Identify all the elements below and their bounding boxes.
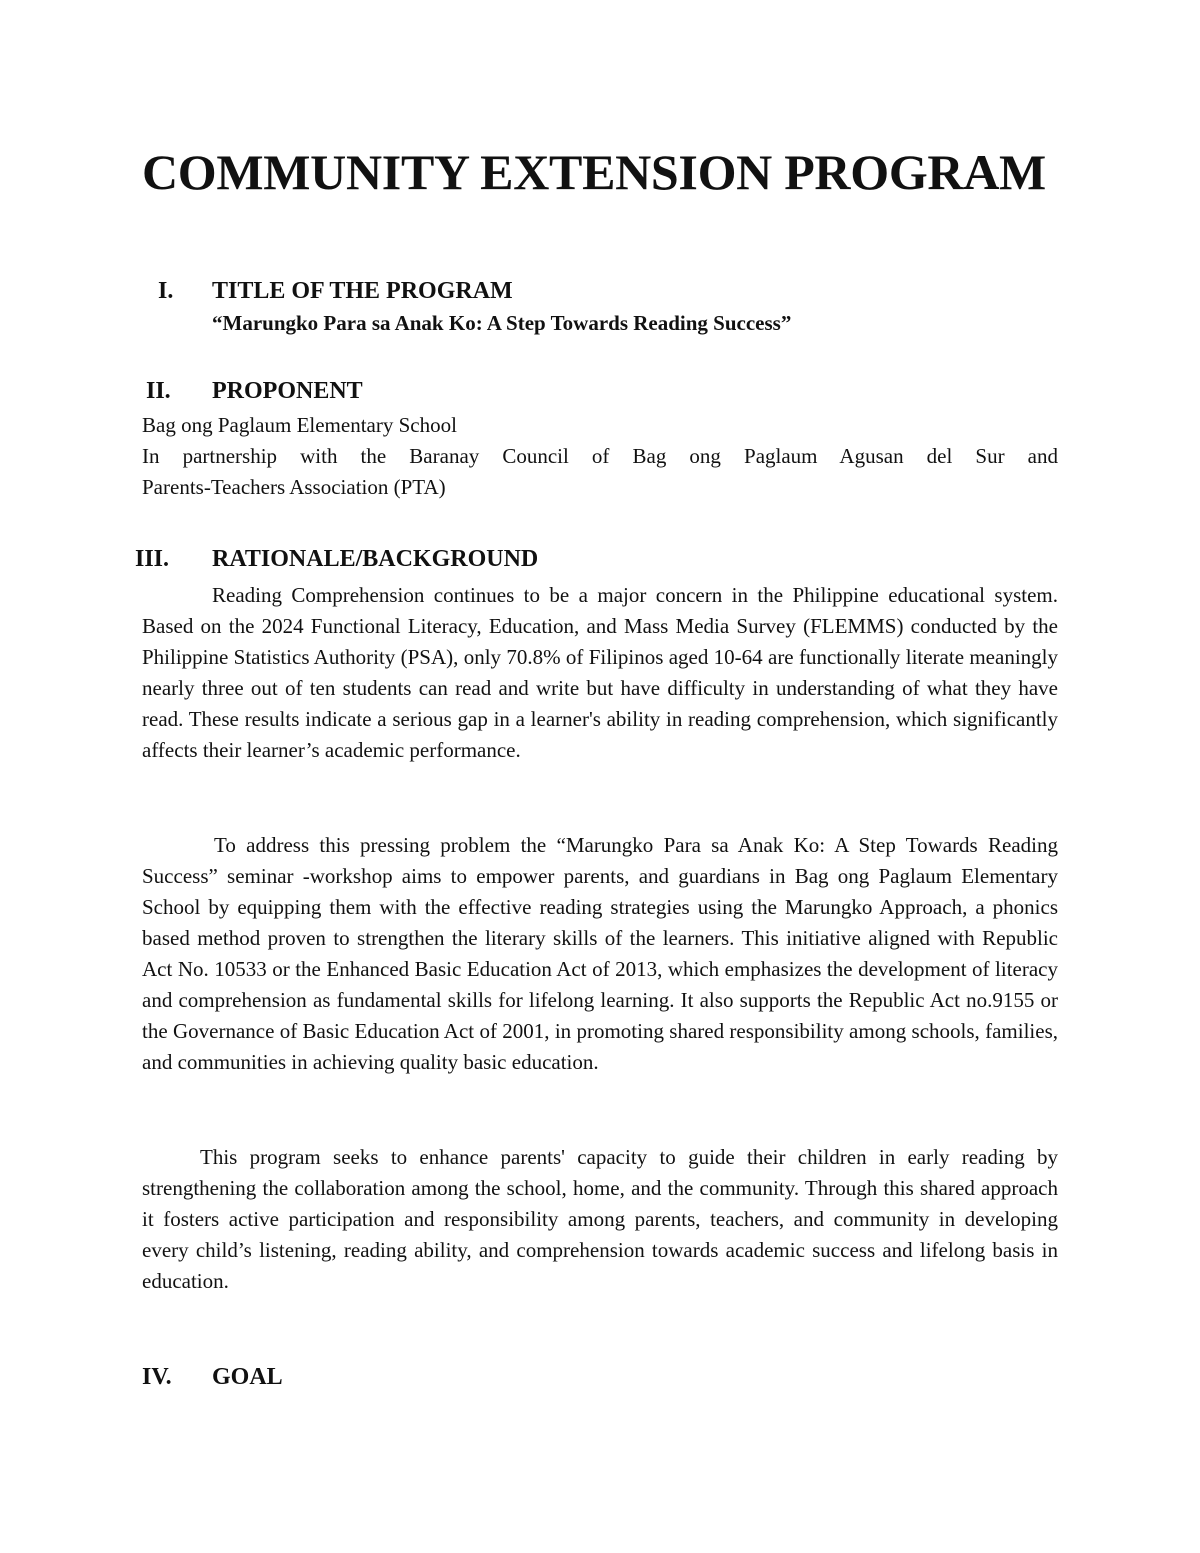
section-heading-title-of-program <box>0 275 1200 307</box>
proponent-partnership: In partnership with the Baranay Council of Bag ong Paglaum Agusan del Sur and <box>142 444 1058 468</box>
rationale-paragraph: To address this pressing problem the “Marungko Para sa Anak Ko: A Step Towards Reading Success” seminar -workshop aims to empower parents, and guardians in Bag ong Paglaum Elementary School by equipping them with the effective reading strategies using the Marungko Approach, a phonics based method proven to strengthen the literary skills of the learners. This initiative aligned with Republic Act No. 10533 or the Enhanced Basic Education Act of 2013, which emphasizes the development of literacy and comprehension as fundamental skills for lifelong learning. It also supports the Republic Act no.9155 or the Governance of Basic Education Act of 2001, in promoting shared responsibility among schools, families, and communities in achieving quality basic education. <box>142 833 1058 1074</box>
proponent-partnership-continued: Parents-Teachers Association (PTA) <box>142 475 446 499</box>
section-heading-rationale <box>0 543 1200 575</box>
section-heading-proponent <box>0 375 1200 407</box>
document-title: COMMUNITY EXTENSION PROGRAM <box>142 144 1046 200</box>
section-label: RATIONALE/BACKGROUND <box>212 546 539 572</box>
section-label: TITLE OF THE PROGRAM <box>212 278 513 304</box>
section-numeral: I. <box>158 278 174 304</box>
section-numeral: II. <box>146 378 171 404</box>
section-label: GOAL <box>212 1364 283 1390</box>
section-label: PROPONENT <box>212 378 363 404</box>
rationale-paragraph: Reading Comprehension continues to be a major concern in the Philippine educational system. Based on the 2024 Functional Literacy, Education, and Mass Media Survey (FLEMMS) conducted by the Philippine Statistics Authority (PSA), only 70.8% of Filipinos aged 10-64 are functionally literate meaningly nearly three out of ten students can read and write but have difficulty in understanding of what they have read. These results indicate a serious gap in a learner's ability in reading comprehension, which significantly affects their learner’s academic performance. <box>142 583 1058 762</box>
program-title: “Marungko Para sa Anak Ko: A Step Towards Reading Success” <box>212 311 792 335</box>
rationale-paragraph: This program seeks to enhance parents' capacity to guide their children in early reading by strengthening the collaboration among the school, home, and the community. Through this shared approach it fosters active participation and responsibility among parents, teachers, and community in developing every child’s listening, reading ability, and comprehension towards academic success and lifelong basis in education. <box>142 1145 1058 1293</box>
section-numeral: III. <box>135 546 170 572</box>
section-heading-goal <box>0 1361 1200 1393</box>
section-numeral: IV. <box>142 1364 172 1390</box>
proponent-school: Bag ong Paglaum Elementary School <box>142 413 457 437</box>
